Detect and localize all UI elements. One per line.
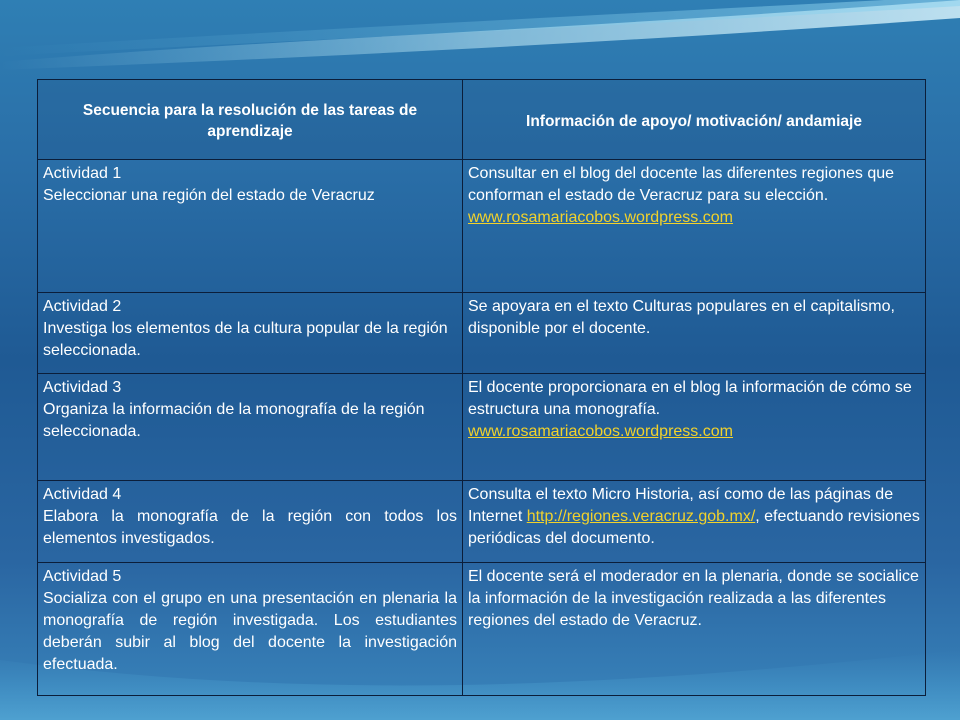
support-text: El docente proporcionara en el blog la información de cómo se estructura una monografía. — [468, 379, 912, 418]
activity-cell — [38, 160, 463, 293]
activity-title: Actividad 5 — [43, 568, 122, 585]
table-row — [38, 293, 926, 374]
support-text: El docente será el moderador en la plenaria, donde se socialice la información de la investigación realizada a las diferentes regiones del estado de Veracruz. — [468, 568, 919, 629]
activity-title: Actividad 2 — [43, 298, 122, 315]
blog-link[interactable]: www.rosamariacobos.wordpress.com — [468, 423, 733, 440]
support-cell — [463, 563, 926, 696]
activity-description: Seleccionar una región del estado de Veracruz — [43, 187, 375, 204]
blog-link[interactable]: www.rosamariacobos.wordpress.com — [468, 209, 733, 226]
activity-cell — [38, 293, 463, 374]
activity-title: Actividad 3 — [43, 379, 122, 396]
header-support: Información de apoyo/ motivación/ andamiaje — [463, 80, 926, 160]
activity-title: Actividad 4 — [43, 486, 122, 503]
table-row — [38, 563, 926, 696]
support-cell — [463, 293, 926, 374]
activity-description: Investiga los elementos de la cultura popular de la región seleccionada. — [43, 320, 448, 359]
activity-description: Socializa con el grupo en una presentación en plenaria la monografía de región investigada. Los estudiantes deberán subir al blog del docente la investigación efectuada. — [43, 590, 457, 673]
activity-cell — [38, 563, 463, 696]
support-cell — [463, 160, 926, 293]
table-row — [38, 374, 926, 481]
support-text: Consultar en el blog del docente las diferentes regiones que conforman el estado de Veracruz para su elección. — [468, 165, 895, 204]
activity-cell — [38, 481, 463, 563]
activity-cell — [38, 374, 463, 481]
header-sequence: Secuencia para la resolución de las tareas de aprendizaje — [38, 80, 463, 160]
activity-description: Elabora la monografía de la región con todos los elementos investigados. — [43, 508, 457, 547]
table-row — [38, 160, 926, 293]
regiones-link[interactable]: http://regiones.veracruz.gob.mx/ — [526, 508, 756, 525]
support-cell — [463, 374, 926, 481]
activity-title: Actividad 1 — [43, 165, 122, 182]
activity-description: Organiza la información de la monografía de la región seleccionada. — [43, 401, 425, 440]
table-row — [38, 481, 926, 563]
support-cell — [463, 481, 926, 563]
support-text-end: , efectuando revisiones periódicas del documento. — [468, 508, 920, 547]
activity-table — [37, 79, 926, 696]
table-header-row — [38, 80, 926, 160]
support-text: Consulta el texto Micro Historia, así como de las páginas de Internet — [468, 486, 894, 525]
support-text: Se apoyara en el texto Culturas populares en el capitalismo, disponible por el docente. — [468, 298, 895, 337]
